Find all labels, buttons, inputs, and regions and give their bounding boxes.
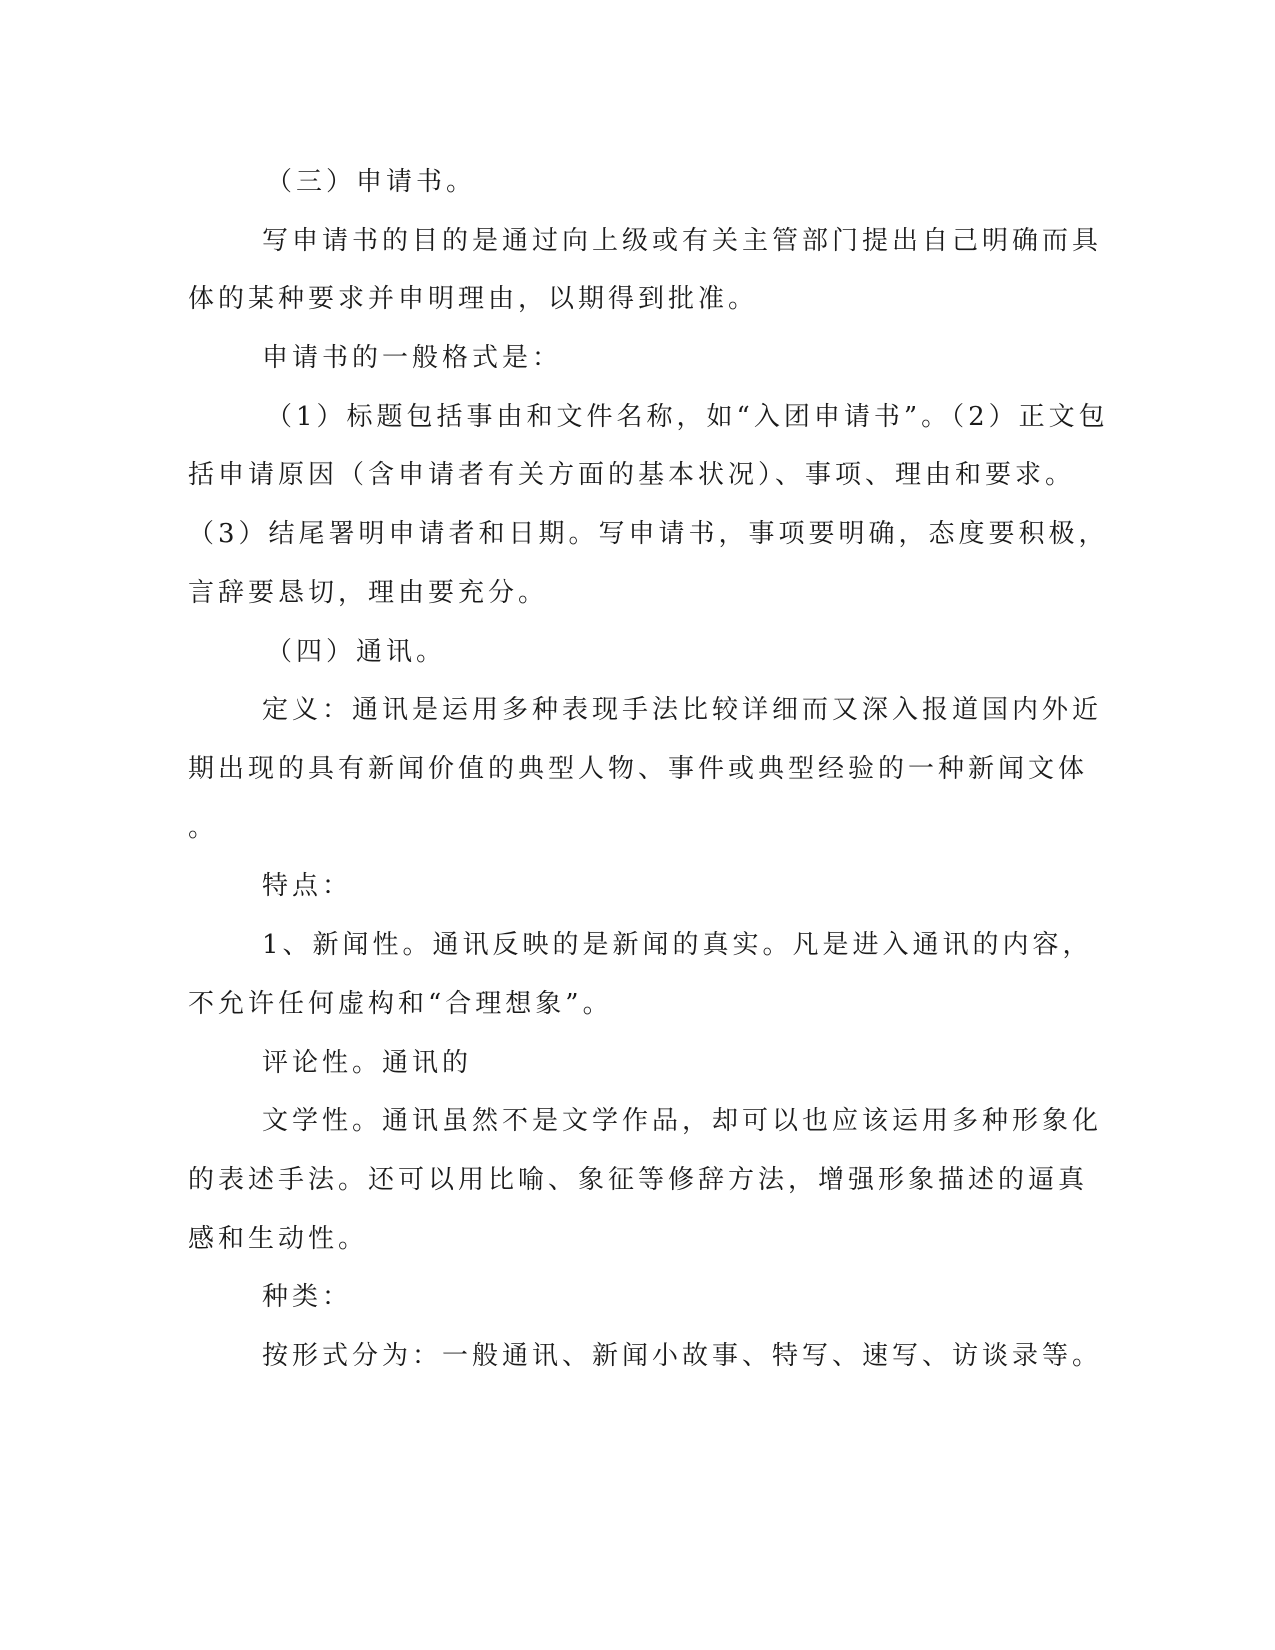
paragraph-line: 评论性。通讯的 — [262, 1048, 473, 1078]
paragraph-line: 。 — [188, 813, 219, 843]
paragraph-line: 种类： — [262, 1282, 353, 1312]
paragraph-line: （3）结尾署明申请者和日期。写申请书，事项要明确，态度要积极， — [188, 519, 1109, 549]
paragraph-line: 感和生动性。 — [188, 1224, 369, 1254]
paragraph-line: 定义：通讯是运用多种表现手法比较详细而又深入报道国内外近 — [262, 695, 1103, 725]
paragraph-line: 1、新闻性。通讯反映的是新闻的真实。凡是进入通讯的内容， — [262, 930, 1093, 960]
paragraph-line: 特点： — [262, 871, 353, 901]
paragraph-line: 言辞要恳切，理由要充分。 — [188, 578, 549, 608]
paragraph-line: 的表述手法。还可以用比喻、象征等修辞方法，增强形象描述的逼真 — [188, 1165, 1089, 1195]
paragraph-line: 括申请原因（含申请者有关方面的基本状况）、事项、理由和要求。 — [188, 460, 1076, 490]
paragraph-line: 文学性。通讯虽然不是文学作品，却可以也应该运用多种形象化 — [262, 1106, 1103, 1136]
heading-news-report: （四）通讯。 — [266, 637, 447, 667]
heading-application-letter: （三）申请书。 — [266, 167, 477, 197]
paragraph-line: 不允许任何虚构和“合理想象”。 — [188, 989, 613, 1019]
paragraph-line: 期出现的具有新闻价值的典型人物、事件或典型经验的一种新闻文体 — [188, 754, 1089, 784]
paragraph-line: 按形式分为：一般通讯、新闻小故事、特写、速写、访谈录等。 — [262, 1341, 1103, 1371]
paragraph-line: 写申请书的目的是通过向上级或有关主管部门提出自己明确而具 — [262, 226, 1103, 256]
paragraph-line: 申请书的一般格式是： — [262, 343, 563, 373]
paragraph-line: 体的某种要求并申明理由，以期得到批准。 — [188, 284, 759, 314]
paragraph-line: （1）标题包括事由和文件名称，如“入团申请书”。（2）正文包 — [266, 402, 1109, 432]
